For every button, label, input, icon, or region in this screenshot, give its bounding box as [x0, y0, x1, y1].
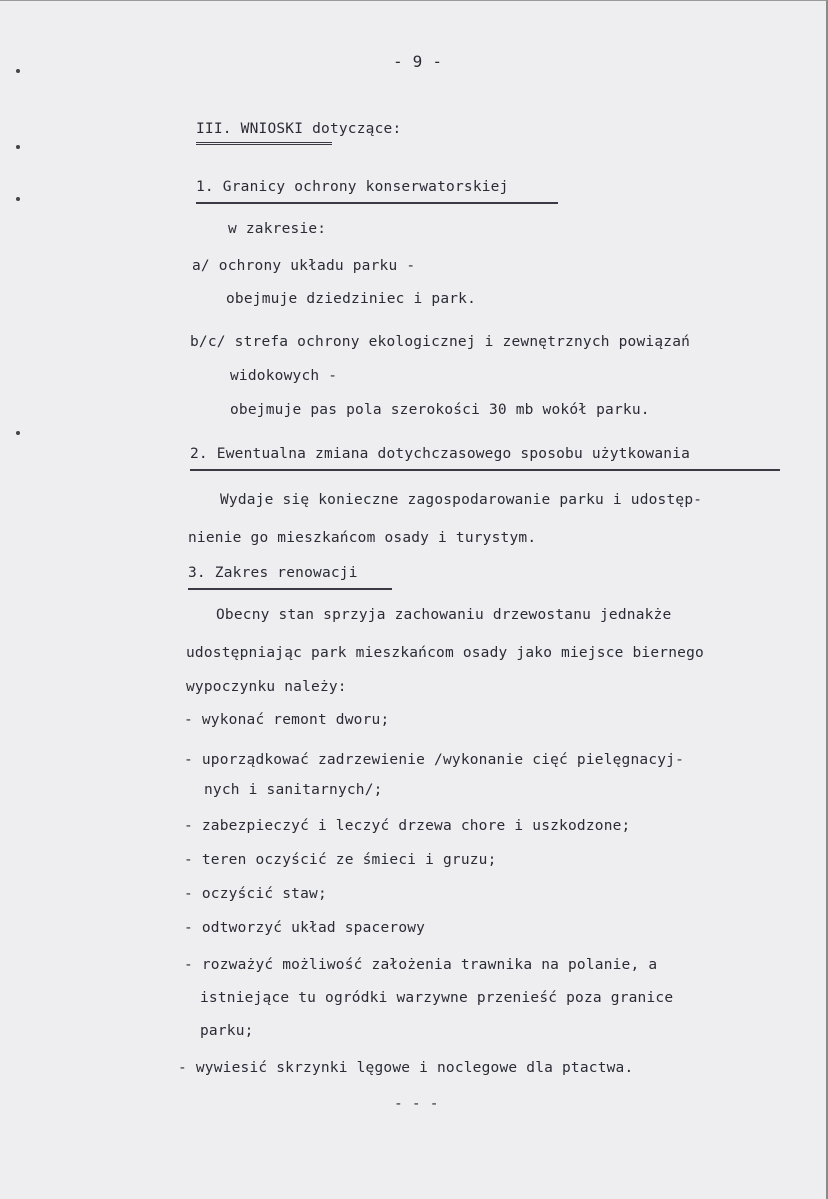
text-line: istniejące tu ogródki warzywne przenieść poza granice: [200, 990, 674, 1006]
text-line: b/c/ strefa ochrony ekologicznej i zewnętrznych powiązań: [190, 334, 691, 350]
list-item: - uporządkować zadrzewienie /wykonanie cięć pielęgnacyj-: [184, 752, 685, 768]
text-line: Obecny stan sprzyja zachowaniu drzewostanu jednakże: [216, 607, 672, 623]
heading-3: 3. Zakres renowacji: [188, 565, 358, 581]
text-line: obejmuje pas pola szerokości 30 mb wokół parku.: [230, 402, 650, 418]
list-item: - zabezpieczyć i leczyć drzewa chore i uszkodzone;: [184, 818, 631, 834]
text-line: a/ ochrony układu parku -: [192, 258, 416, 274]
list-item: - wywiesić skrzynki lęgowe i noclegowe dla ptactwa.: [178, 1060, 634, 1076]
punch-hole: [16, 69, 20, 73]
text-line: widokowych -: [230, 368, 338, 384]
list-item: - wykonać remont dworu;: [184, 712, 390, 728]
text-line: obejmuje dziedziniec i park.: [226, 291, 477, 307]
text-line: nienie go mieszkańcom osady i turystym.: [188, 530, 537, 546]
title-double-underline: [196, 142, 332, 145]
list-item: - teren oczyścić ze śmieci i gruzu;: [184, 852, 497, 868]
page-number: - 9 -: [393, 52, 443, 71]
text-line: udostępniając park mieszkańcom osady jako miejsce biernego: [186, 645, 704, 661]
punch-hole: [16, 197, 20, 201]
heading-1: 1. Granicy ochrony konserwatorskiej: [196, 179, 509, 195]
section-title: III. WNIOSKI dotyczące:: [196, 121, 402, 137]
heading-3-underline: [188, 588, 392, 590]
list-item: - odtworzyć układ spacerowy: [184, 920, 426, 936]
heading-2: 2. Ewentualna zmiana dotychczasowego sposobu użytkowania: [190, 446, 691, 462]
list-item: - oczyścić staw;: [184, 886, 327, 902]
end-mark: - - -: [394, 1096, 439, 1112]
text-line: Wydaje się konieczne zagospodarowanie parku i udostęp-: [220, 492, 703, 508]
heading-1-underline: [196, 202, 558, 204]
punch-hole: [16, 431, 20, 435]
text-line: w zakresie:: [228, 221, 327, 237]
text-line: parku;: [200, 1023, 254, 1039]
text-line: wypoczynku należy:: [186, 679, 347, 695]
heading-2-underline: [190, 469, 780, 471]
punch-hole: [16, 145, 20, 149]
list-item: - rozważyć możliwość założenia trawnika na polanie, a: [184, 957, 658, 973]
text-line: nych i sanitarnych/;: [204, 782, 383, 798]
